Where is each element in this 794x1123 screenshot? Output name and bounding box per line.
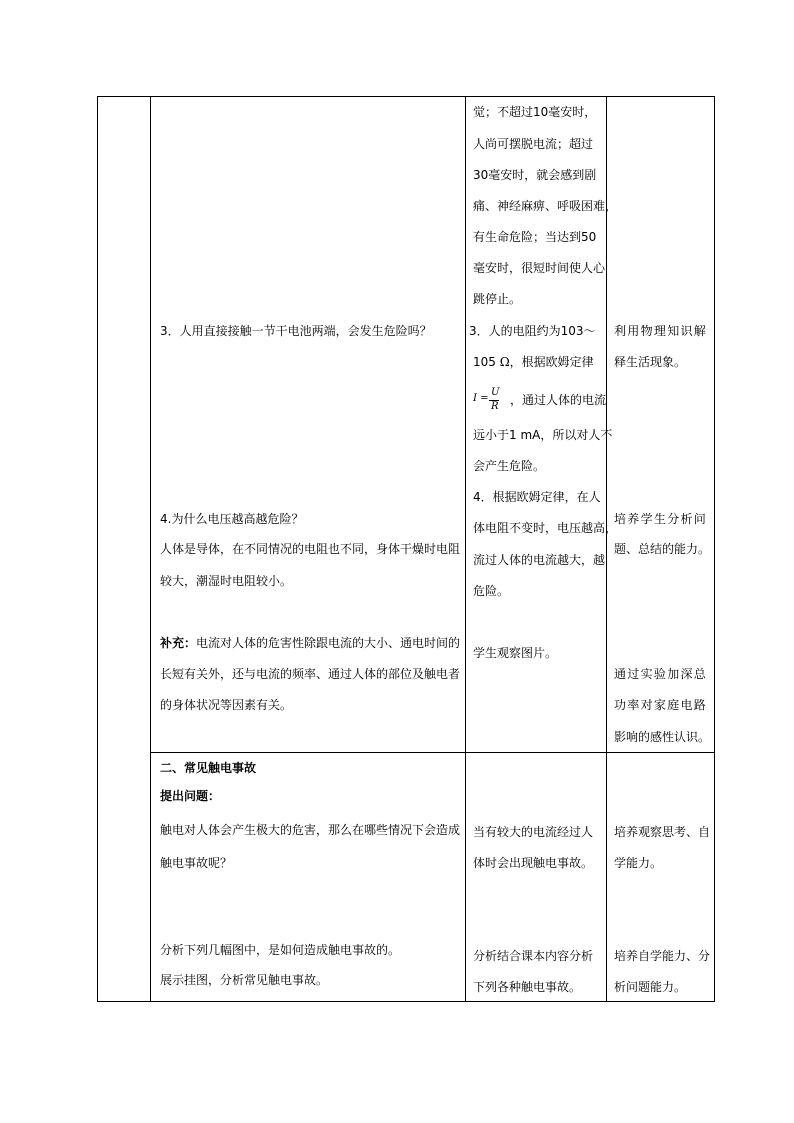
ohms-law-formula: [473, 387, 513, 413]
table-divider-col2: [465, 96, 466, 1002]
formula-lhs: I =: [473, 393, 489, 404]
supplement-label: 补充：: [160, 636, 197, 650]
section-2-subtitle: 提出问题：: [160, 789, 221, 803]
question-3: 3．人用直接接触一节干电池两端，会发生危险吗？: [160, 324, 432, 338]
section-2-answer-line: 当有较大的电流经过人: [473, 825, 594, 839]
answer-3-line: 远小于1 mA，所以对人不: [473, 428, 613, 442]
intent-line: 利用物理知识解: [614, 324, 708, 338]
table-border-bottom: [97, 1001, 715, 1002]
supplement-line: [160, 636, 460, 651]
answer-continued-line: 痛、神经麻痹、呼吸困难，: [473, 199, 618, 213]
answer-3-line: [473, 355, 594, 370]
question-4-line: 较大，潮湿时电阻较小。: [160, 574, 293, 588]
intent-line: 功率对家庭电路: [614, 698, 708, 712]
answer-3-line: 3．人的电阻约为103～: [469, 324, 596, 338]
intent-line: 学能力。: [614, 856, 663, 870]
analysis-answer-line: 下列各种触电事故。: [473, 980, 582, 994]
analysis-answer-line: 分析结合课本内容分析: [473, 949, 594, 963]
intent-line: 培养观察思考、自: [614, 825, 711, 839]
answer-4-line: 体电阻不变时，电压越高，: [473, 521, 618, 535]
formula-denominator: R: [491, 401, 499, 412]
intent-line: 释生活现象。: [614, 355, 687, 369]
section-2-answer-line: 体时会出现触电事故。: [473, 856, 594, 870]
answer-continued-line: 觉；不超过10毫安时，: [473, 105, 597, 119]
supplement-line: 长短有关外，还与电流的频率、通过人体的部位及触电者: [160, 667, 461, 681]
answer-continued-line: 30毫安时，就会感到剧: [473, 168, 597, 182]
intent-line: 影响的感性认识。: [614, 730, 711, 744]
intent-line: 培养自学能力、分: [614, 949, 711, 963]
answer-4-line: 流过人体的电流越大，越: [473, 553, 606, 567]
section-2-line: 触电事故呢？: [160, 856, 233, 870]
answer-4-line: 4．根据欧姆定律，在人: [473, 490, 601, 504]
answer-3-text: ，根据欧姆定律: [509, 355, 594, 369]
supplement-text: 电流对人体的危害性除跟电流的大小、通电时间的: [196, 636, 461, 650]
answer-continued-line: 毫安时，很短时间使人心: [473, 261, 606, 275]
intent-line: 题、总结的能力。: [614, 542, 711, 556]
formula-numerator: U: [491, 387, 500, 398]
table-divider-col3: [606, 96, 607, 1002]
intent-line: 培养学生分析问: [614, 512, 708, 526]
section-2-title: 二、常见触电事故: [160, 761, 257, 775]
table-divider-col1: [150, 96, 151, 1002]
answer-continued-line: 跳停止。: [473, 292, 522, 306]
resistance-exponent-text: 105: [473, 355, 500, 369]
intent-line: 析问题能力。: [614, 980, 687, 994]
answer-3-line: 会产生危险。: [473, 459, 546, 473]
table-border-left: [97, 96, 98, 1002]
analysis-line: 展示挂图，分析常见触电事故。: [160, 973, 329, 987]
table-border-top: [97, 96, 715, 97]
ohm-symbol: Ω: [499, 355, 510, 369]
answer-continued-line: 人尚可摆脱电流；超过: [473, 137, 594, 151]
observe-pictures: 学生观察图片。: [473, 646, 558, 660]
answer-continued-line: 有生命危险；当达到50: [473, 230, 597, 244]
supplement-line: 的身体状况等因素有关。: [160, 698, 293, 712]
answer-3-line: ，通过人体的电流: [510, 393, 607, 407]
table-row-divider: [150, 752, 715, 753]
answer-4-line: 危险。: [473, 584, 510, 598]
section-2-line: 触电对人体会产生极大的危害，那么在哪些情况下会造成: [160, 823, 461, 837]
question-4-title: 4.为什么电压越高越危险？: [160, 512, 304, 526]
table-border-right: [714, 96, 715, 1002]
intent-line: 通过实验加深总: [614, 667, 708, 681]
analysis-line: 分析下列几幅图中，是如何造成触电事故的。: [160, 943, 401, 957]
question-4-line: 人体是导体，在不同情况的电阻也不同，身体干燥时电阻: [160, 542, 461, 556]
